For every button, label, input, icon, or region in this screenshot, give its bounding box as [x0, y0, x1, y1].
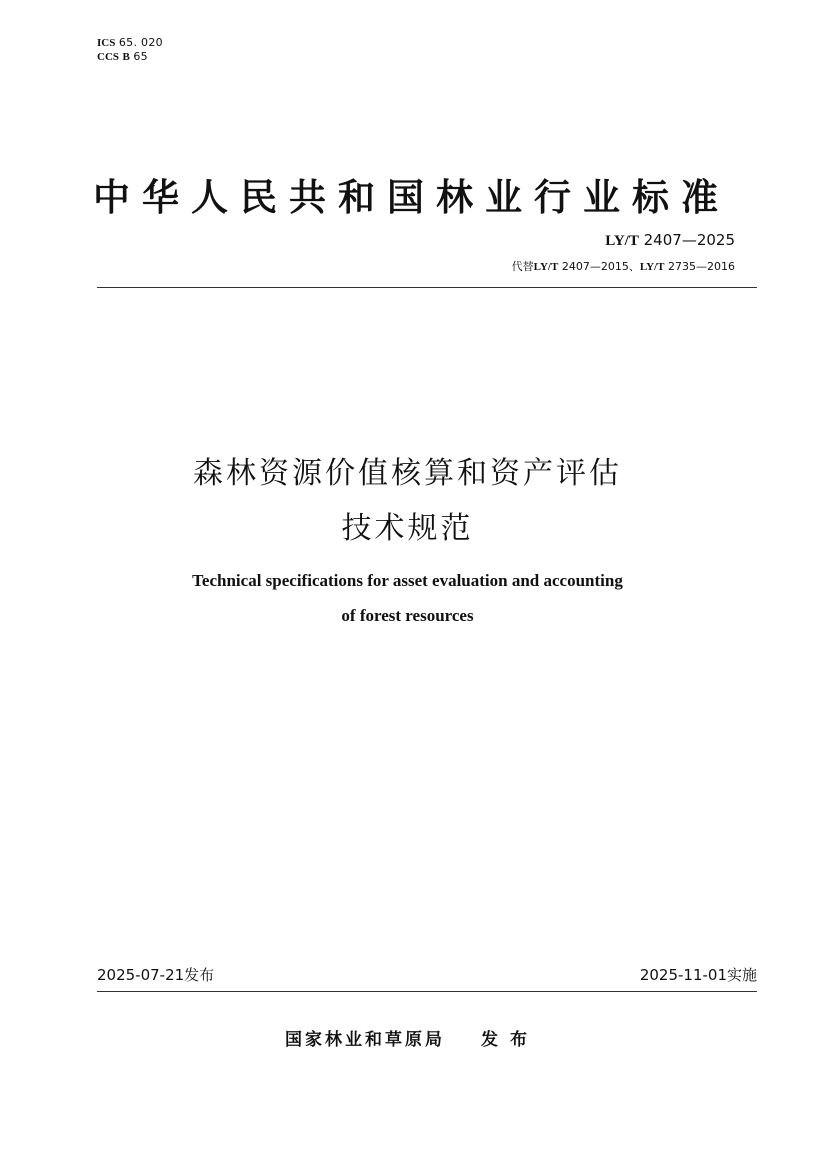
implementation-date: 2025-11-01实施	[639, 966, 757, 984]
replaces-line	[512, 258, 735, 274]
ccs-code	[97, 50, 163, 64]
standard-code	[605, 231, 735, 250]
issuer-action: 发 布	[481, 1030, 530, 1050]
english-title-line-2: of forest resources	[341, 606, 474, 625]
replaces-prefix-2: LY/T	[639, 261, 665, 273]
replaces-prefix-1: LY/T	[533, 261, 559, 273]
standard-category-title: 中华人民共和国林业行业标准	[93, 176, 730, 219]
standard-code-number: 2407—2025	[643, 231, 735, 249]
classification-codes	[97, 36, 163, 64]
issuer-agency: 国家林业和草原局	[285, 1030, 446, 1050]
ccs-value: 65	[133, 50, 148, 63]
replaces-separator: 、	[628, 260, 640, 273]
ccs-letter: B	[122, 51, 130, 63]
replaces-number-2: 2735—2016	[668, 260, 735, 273]
header-divider	[97, 287, 757, 288]
ics-label: ICS	[97, 37, 116, 49]
chinese-title-line-1: 森林资源价值核算和资产评估	[193, 456, 622, 491]
replaces-number-1: 2407—2015	[561, 260, 629, 273]
standard-code-prefix: LY/T	[605, 233, 639, 249]
english-title-line-1: Technical specifications for asset evaluation and accounting	[192, 571, 623, 590]
footer-divider	[97, 991, 757, 992]
chinese-title-line-2: 技术规范	[341, 511, 474, 546]
issuing-authority	[0, 1025, 815, 1050]
ics-value: 65. 020	[118, 36, 163, 49]
replaces-label: 代替	[511, 260, 534, 273]
ccs-label: CCS	[97, 51, 120, 63]
ics-code	[97, 36, 163, 50]
release-date: 2025-07-21发布	[97, 966, 215, 984]
